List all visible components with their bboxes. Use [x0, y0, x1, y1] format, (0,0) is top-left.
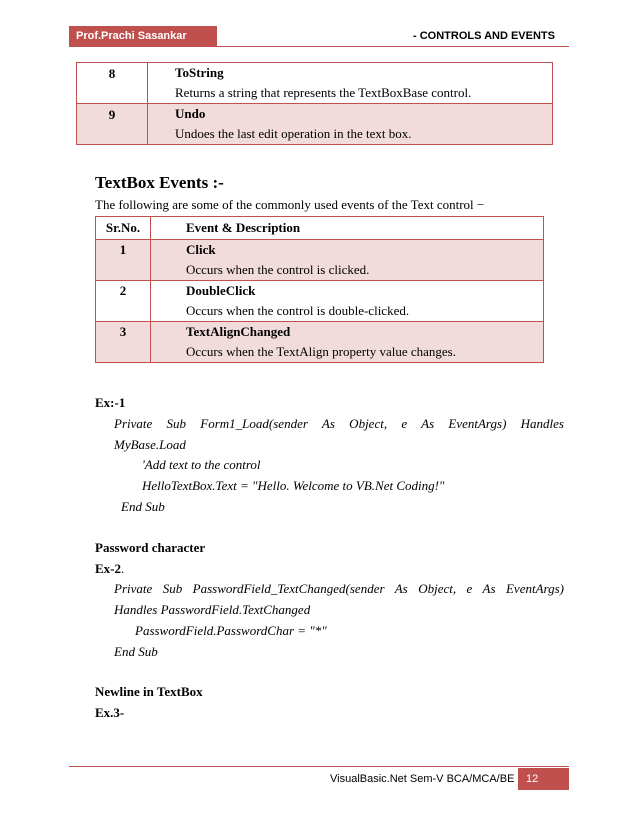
- row-number: 9: [77, 104, 148, 145]
- row-number: 8: [77, 63, 148, 104]
- footer-text: VisualBasic.Net Sem-V BCA/MCA/BE: [330, 773, 515, 785]
- example-label-wrap: [95, 561, 124, 577]
- code-line: Private Sub Form1_Load(sender As Object, e As EventArgs) Handles: [114, 416, 564, 431]
- subsection-heading: Newline in TextBox: [95, 684, 203, 699]
- table-row: [77, 63, 553, 104]
- code-line: MyBase.Load: [114, 437, 186, 452]
- method-description: Returns a string that represents the TextBoxBase control.: [175, 85, 472, 100]
- method-description: Undoes the last edit operation in the text box.: [175, 126, 412, 141]
- method-name: ToString: [175, 65, 224, 80]
- code-line: End Sub: [121, 499, 165, 514]
- events-table: [95, 216, 544, 363]
- table-header-row: [96, 217, 544, 240]
- code-line: End Sub: [114, 644, 158, 659]
- methods-table: [76, 62, 553, 145]
- example-label-suffix: .: [121, 561, 125, 576]
- table-row: [96, 240, 544, 281]
- section-intro: The following are some of the commonly used events of the Text control −: [95, 197, 485, 212]
- page-number: 12: [518, 768, 569, 790]
- event-description: Occurs when the TextAlign property value changes.: [186, 344, 456, 359]
- event-name: DoubleClick: [186, 283, 256, 298]
- table-row: [77, 104, 553, 145]
- section-heading: TextBox Events :-: [95, 173, 224, 192]
- header-title: - CONTROLS AND EVENTS: [413, 30, 555, 42]
- header-author: Prof.Prachi Sasankar: [69, 26, 217, 46]
- code-line: HelloTextBox.Text = "Hello. Welcome to VB.Net Coding!": [142, 478, 445, 493]
- method-name: Undo: [175, 106, 206, 121]
- event-name: Click: [186, 242, 216, 257]
- example-label: Ex:-1: [95, 395, 126, 410]
- row-number: 1: [96, 240, 151, 281]
- code-line: Handles PasswordField.TextChanged: [114, 602, 311, 617]
- event-name: TextAlignChanged: [186, 324, 291, 339]
- event-description: Occurs when the control is clicked.: [186, 262, 370, 277]
- subsection-heading: Password character: [95, 540, 206, 555]
- event-description: Occurs when the control is double-clicked.: [186, 303, 410, 318]
- footer-divider: [69, 766, 569, 767]
- code-line: Private Sub PasswordField_TextChanged(sender As Object, e As EventArgs): [114, 581, 564, 596]
- header-divider: [69, 46, 569, 47]
- row-number: 2: [96, 281, 151, 322]
- example-label: Ex.3-: [95, 705, 125, 720]
- code-comment: 'Add text to the control: [142, 457, 261, 472]
- column-header-event: Event & Description: [151, 217, 544, 240]
- column-header-no: Sr.No.: [96, 217, 151, 240]
- table-row: [96, 322, 544, 363]
- example-label: Ex-2: [95, 561, 121, 576]
- table-row: [96, 281, 544, 322]
- row-number: 3: [96, 322, 151, 363]
- code-line: PasswordField.PasswordChar = "*": [135, 623, 327, 638]
